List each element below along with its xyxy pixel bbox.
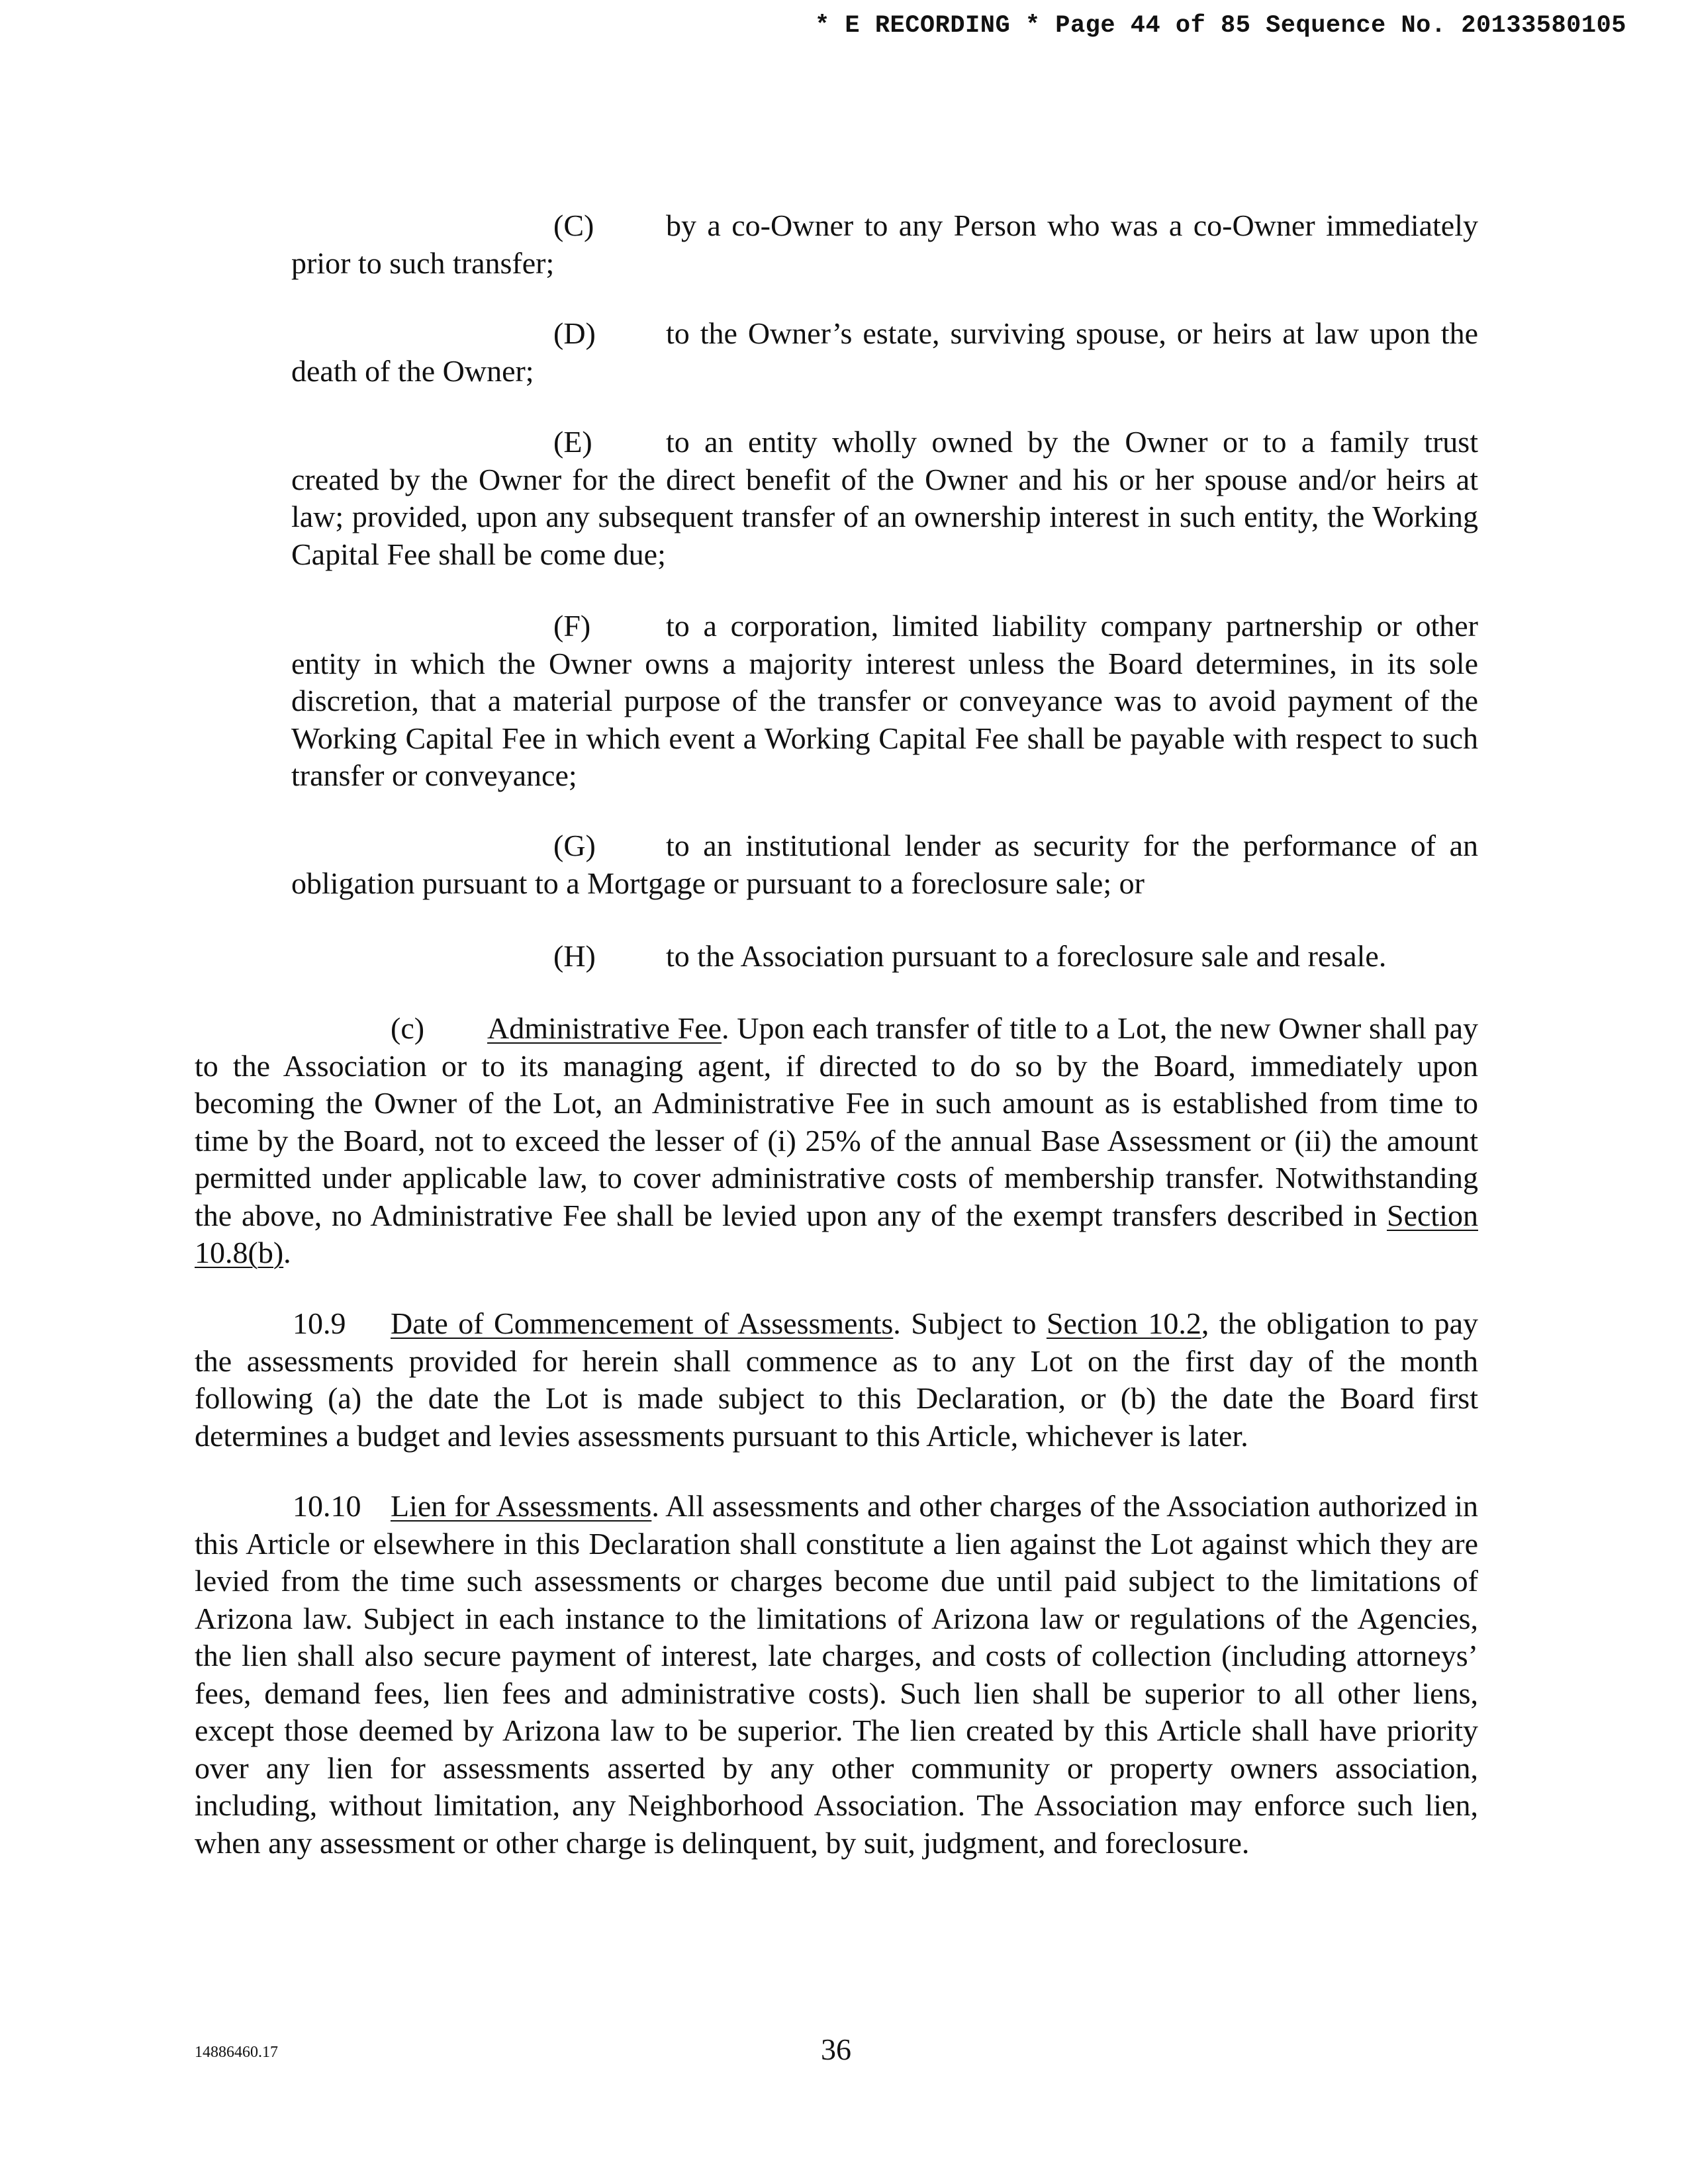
item-text: to an institutional lender as security for the performance of an obligation pursuant to a Mortgage or pursuant to a foreclosure sale; or: [291, 829, 1478, 900]
section-text-continued: , the obligation to pay the assessments provided for herein shall commence as to any Lot on the first day of the month following (a) the date the Lot is made subject to this Declaration, or (b) the date the Board first determines a budget and levies assessments pursuant to this Article, whichever is later.: [195, 1306, 1479, 1453]
section-number: 10.10: [293, 1489, 361, 1523]
item-label: (G): [553, 829, 596, 862]
section-ref: Section 10.2: [1046, 1306, 1201, 1340]
list-item-g: [291, 827, 1478, 902]
item-text: to a corporation, limited liability company partnership or other entity in which the Owner owns a majority interest unless the Board determines, in its sole discretion, that a material purpose of the transfer or conveyance was to avoid payment of the Working Capital Fee in which event a Working Capital Fee shall be payable with respect to such transfer or conveyance;: [291, 609, 1478, 792]
item-label: (D): [553, 316, 596, 350]
section-text: Subject to: [911, 1306, 1037, 1340]
admin-fee-section-ref: Section 10.8(b): [195, 1198, 1478, 1269]
item-label: (F): [553, 609, 591, 643]
item-label: (C): [553, 208, 594, 242]
item-text: by a co-Owner to any Person who was a co-Owner immediately prior to such transfer;: [291, 208, 1478, 280]
admin-fee-label: (c): [391, 1011, 425, 1045]
admin-fee-text: Upon each transfer of title to a Lot, the new Owner shall pay to the Association or to its managing agent, if directed to do so by the Board, immediately upon becoming the Owner of the Lot, an Administrative Fee in such amount as is established from time to time by the Board, not to exceed the lesser of (i) 25% of the annual Base Assessment or (ii) the amount permitted under applicable law, to cover administrative costs of membership transfer. Notwithstanding the above, no Administrative Fee shall be levied upon any of the exempt transfers described in: [195, 1011, 1479, 1232]
section-text: All assessments and other charges of the Association authorized in this Article or elsewhere in this Declaration shall constitute a lien against the Lot against which they are levied from the time such assessments or charges become due until paid subject to the limitations of Arizona law. Subject in each instance to the limitations of Arizona law or regulations of the Agencies, the lien shall also secure payment of interest, late charges, and costs of collection (including attorneys’ fees, demand fees, lien fees and administrative costs). Such lien shall be superior to all other liens, except those deemed by Arizona law to be superior. The lien created by this Article shall have priority over any lien for assessments asserted by any other community or property owners association, including, without limitation, any Neighborhood Association. The Association may enforce such lien, when any assessment or other charge is delinquent, by suit, judgment, and foreclosure.: [195, 1489, 1478, 1860]
list-item-h: [291, 938, 1478, 976]
admin-fee-heading: Administrative Fee: [487, 1011, 722, 1045]
list-item-f: [291, 608, 1478, 795]
section-number: 10.9: [293, 1306, 346, 1340]
document-id: 14886460.17: [195, 2044, 278, 2061]
recording-header: * E RECORDING * Page 44 of 85 Sequence No. 20133580105: [815, 12, 1626, 40]
item-text: to an entity wholly owned by the Owner or to a family trust created by the Owner for the direct benefit of the Owner and his or her spouse and/or heirs at law; provided, upon any subsequent transfer of an ownership interest in such entity, the Working Capital Fee shall be come due;: [291, 425, 1478, 571]
item-label: (E): [553, 425, 592, 459]
section-10-10-paragraph: 10.10 Lien for Assessments. All assessments and other charges of the Association authorized in this Article or elsewhere in this Declaration shall constitute a lien against the Lot against which they are levied from the time such assessments or charges become due until paid subject to the limitations of Arizona law. Subject in each instance to the limitations of Arizona law or regulations of the Agencies, the lien shall also secure payment of interest, late charges, and costs of collection (including attorneys’ fees, demand fees, lien fees and administrative costs). Such lien shall be superior to all other liens, except those deemed by Arizona law to be superior. The lien created by this Article shall have priority over any lien for assessments asserted by any other community or property owners association, including, without limitation, any Neighborhood Association. The Association may enforce such lien, when any assessment or other charge is delinquent, by suit, judgment, and foreclosure.: [195, 1489, 1478, 1860]
item-text: to the Owner’s estate, surviving spouse, or heirs at law upon the death of the Owner;: [291, 316, 1478, 388]
list-item-e: [291, 424, 1478, 573]
list-item-d: [291, 315, 1478, 390]
section-heading: Date of Commencement of Assessments: [391, 1306, 894, 1340]
item-label: (H): [553, 939, 596, 973]
list-item-c: [291, 207, 1478, 282]
admin-fee-paragraph: (c) Administrative Fee. Upon each transfer of title to a Lot, the new Owner shall pay to the Association or to its managing agent, if directed to do so by the Board, immediately upon becoming the Owner of the Lot, an Administrative Fee in such amount as is established from time to time by the Board, not to exceed the lesser of (i) 25% of the annual Base Assessment or (ii) the amount permitted under applicable law, to cover administrative costs of membership transfer. Notwithstanding the above, no Administrative Fee shall be levied upon any of the exempt transfers described in Section 10.8(b).: [195, 1011, 1479, 1269]
item-text: to the Association pursuant to a foreclosure sale and resale.: [666, 939, 1387, 973]
section-10-9-paragraph: 10.9 Date of Commencement of Assessments. Subject to Section 10.2, the obligation to pay the assessments provided for herein shall commence as to any Lot on the first day of the month following (a) the date the Lot is made subject to this Declaration, or (b) the date the Board first determines a budget and levies assessments pursuant to this Article, whichever is later.: [195, 1306, 1479, 1453]
section-heading: Lien for Assessments: [391, 1489, 652, 1523]
page-number: 36: [821, 2032, 851, 2066]
